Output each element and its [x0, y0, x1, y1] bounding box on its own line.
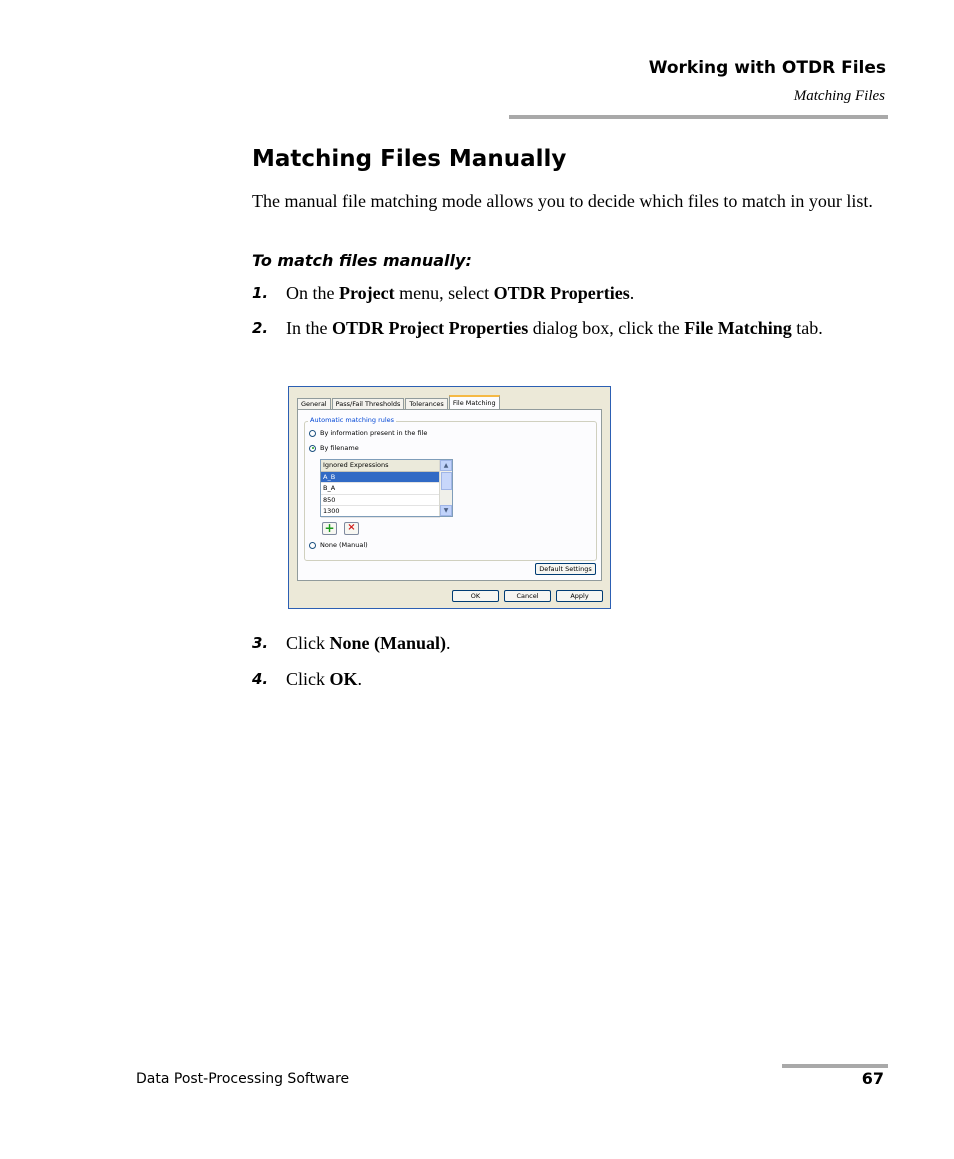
procedure-title: To match files manually:	[252, 251, 472, 270]
tab-tolerances[interactable]: Tolerances	[405, 398, 447, 410]
x-icon: ×	[347, 522, 356, 533]
section-title: Matching Files	[793, 88, 885, 104]
radio-by-filename[interactable]	[309, 444, 359, 452]
step-text: On the Project menu, select OTDR Properties.	[286, 283, 635, 303]
scroll-up-icon[interactable]: ▲	[440, 460, 452, 471]
chapter-title: Working with OTDR Files	[648, 58, 886, 78]
radio-label: By filename	[320, 444, 359, 452]
group-label: Automatic matching rules	[310, 416, 395, 424]
file-matching-panel	[297, 409, 602, 581]
list-header: Ignored Expressions	[321, 460, 440, 472]
radio-circle-icon	[309, 430, 316, 437]
step-number: 3.	[252, 634, 269, 652]
tab-strip	[297, 396, 501, 410]
radio-selected-icon	[309, 445, 316, 452]
add-expression-button[interactable]	[322, 522, 337, 535]
ok-button[interactable]: OK	[452, 590, 499, 602]
scroll-thumb[interactable]	[441, 472, 452, 490]
list-scrollbar[interactable]	[439, 460, 452, 516]
step-text: In the OTDR Project Properties dialog box, click the File Matching tab.	[286, 318, 823, 338]
otdr-properties-dialog-screenshot	[288, 386, 611, 609]
scroll-down-icon[interactable]: ▼	[440, 505, 452, 516]
step-number: 4.	[252, 670, 269, 688]
intro-paragraph: The manual file matching mode allows you to decide which files to match in your list.	[252, 191, 873, 211]
footer-rule	[782, 1064, 888, 1068]
radio-by-information[interactable]	[309, 429, 427, 437]
step-number: 2.	[252, 319, 269, 337]
tab-pass-fail-thresholds[interactable]: Pass/Fail Thresholds	[332, 398, 405, 410]
list-item-selected[interactable]: A_B	[321, 472, 440, 484]
remove-expression-button[interactable]	[344, 522, 359, 535]
header-rule	[509, 115, 888, 119]
step-text: Click None (Manual).	[286, 633, 451, 653]
ignored-expressions-list[interactable]	[320, 459, 453, 517]
plus-icon: +	[324, 521, 335, 535]
tab-general[interactable]: General	[297, 398, 331, 410]
list-item[interactable]: 1300	[321, 506, 440, 518]
apply-button[interactable]: Apply	[556, 590, 603, 602]
tab-file-matching[interactable]: File Matching	[449, 395, 500, 410]
radio-label: None (Manual)	[320, 541, 368, 549]
step-number: 1.	[252, 284, 269, 302]
section-heading: Matching Files Manually	[252, 146, 567, 172]
cancel-button[interactable]: Cancel	[504, 590, 551, 602]
radio-none-manual[interactable]	[309, 541, 368, 549]
page-number: 67	[861, 1069, 884, 1088]
step-text: Click OK.	[286, 669, 363, 689]
footer-product: Data Post-Processing Software	[136, 1071, 350, 1087]
list-item[interactable]: B_A	[321, 483, 440, 495]
default-settings-button[interactable]: Default Settings	[535, 563, 596, 575]
radio-circle-icon	[309, 542, 316, 549]
list-item[interactable]: 850	[321, 495, 440, 507]
radio-label: By information present in the file	[320, 429, 428, 437]
